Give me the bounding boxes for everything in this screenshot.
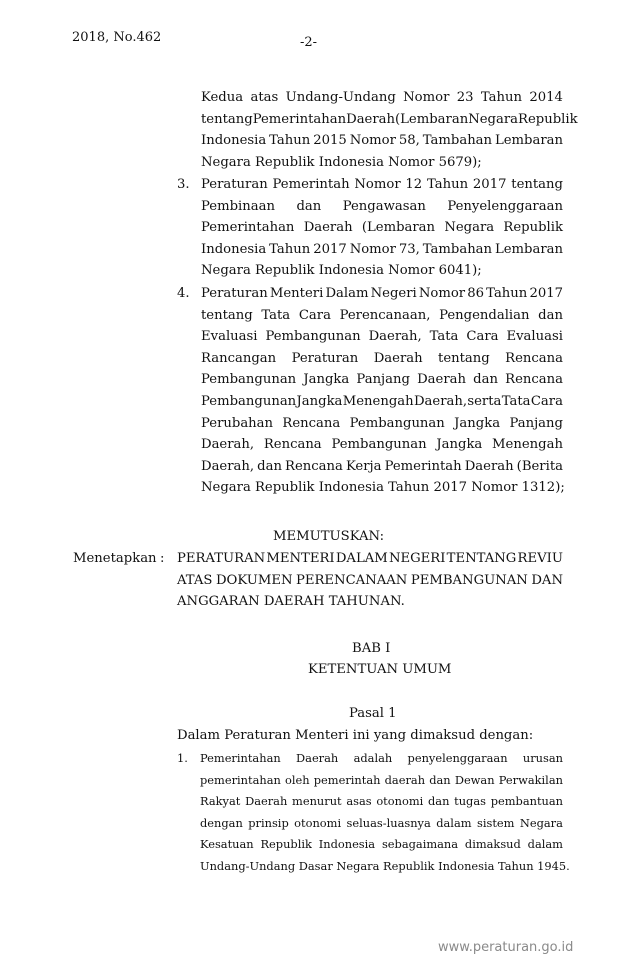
word: Rancangan — [201, 350, 277, 366]
word: Tahun — [427, 177, 469, 192]
word: Daerah — [346, 111, 396, 127]
word: Nomor — [418, 286, 466, 301]
word: Tahun — [269, 133, 311, 149]
word: Daerah, — [413, 394, 468, 409]
text-line — [201, 220, 563, 235]
word: Undang-Undang — [285, 90, 396, 105]
word: Daerah — [373, 350, 423, 366]
word: oleh — [285, 772, 310, 787]
word: Perwakilan — [498, 772, 563, 787]
text-line — [177, 551, 563, 566]
footer-url: www.peraturan.go.id — [438, 940, 574, 955]
word: adalah — [353, 751, 393, 765]
word: Menteri — [269, 286, 324, 301]
word: Daerah — [245, 794, 288, 808]
word: Panjang — [356, 372, 410, 388]
word: 73, — [398, 241, 420, 257]
word: PEMBANGUNAN — [410, 572, 528, 588]
word: pembantuan — [490, 794, 563, 808]
definition-1-number: 1. — [177, 751, 188, 765]
word: Perencanaan, — [339, 307, 431, 323]
word: ATAS — [177, 572, 213, 588]
word: seluas-luasnya — [346, 815, 431, 830]
word: Tahun — [486, 286, 528, 301]
word: Tahun — [480, 90, 522, 105]
word: Peraturan — [201, 177, 268, 192]
word: Panjang — [509, 415, 563, 431]
word: tentang — [201, 111, 253, 127]
word: Tahun — [269, 241, 311, 257]
word: tugas — [454, 794, 486, 808]
word: Peraturan — [291, 350, 359, 366]
word: Nomor — [403, 90, 450, 105]
word: tentang — [438, 350, 490, 366]
text-line — [200, 794, 563, 808]
word: Negara — [468, 111, 519, 127]
word: Republik — [503, 220, 563, 236]
text-line — [201, 177, 563, 192]
text-line — [201, 329, 563, 344]
word: tentang — [201, 307, 253, 323]
word: Republik — [260, 837, 312, 851]
header-left: 2018, No.462 — [72, 30, 162, 45]
word: dan — [473, 372, 498, 388]
text-line — [201, 372, 563, 387]
word: 86 — [467, 286, 485, 301]
word: Jangka — [436, 437, 483, 453]
word: 2015 — [313, 133, 347, 149]
word: Pemerintah — [384, 458, 462, 474]
word: otonomi — [376, 794, 424, 808]
word: Pembangunan — [201, 394, 297, 409]
word: Lembaran — [494, 241, 563, 257]
word: Peraturan — [201, 286, 268, 301]
word: otonomi — [294, 815, 342, 830]
word: Daerah — [417, 372, 467, 388]
word: Kerja — [345, 458, 382, 474]
word: 2017 — [472, 177, 507, 192]
text-line — [201, 111, 578, 127]
word: Daerah, — [368, 329, 422, 345]
text-line: ANGGARAN DAERAH TAHUNAN. — [177, 594, 405, 610]
article-intro: Dalam Peraturan Menteri ini yang dimaksud dengan: — [177, 728, 534, 743]
word: Lembaran — [494, 133, 563, 149]
text-line — [201, 308, 563, 323]
word: Dalam — [325, 286, 369, 301]
word: Menengah — [492, 437, 563, 453]
word: 2017 — [313, 241, 347, 257]
word: Pengawasan — [342, 198, 426, 214]
word: Daerah, — [201, 458, 255, 474]
article-title: Pasal 1 — [349, 706, 397, 721]
word: Rencana — [282, 415, 341, 431]
word: prinsip — [248, 815, 289, 830]
word: Perubahan — [201, 415, 274, 431]
item-4-number: 4. — [177, 286, 190, 301]
word: urusan — [522, 751, 563, 765]
word: 23 — [456, 90, 474, 105]
word: tentang — [511, 177, 563, 192]
word: Pemerintahan — [200, 751, 281, 765]
word: Evaluasi — [201, 329, 258, 345]
word: Rencana — [505, 372, 563, 388]
decision-heading: MEMUTUSKAN: — [273, 529, 385, 544]
text-line — [201, 199, 563, 214]
text-line — [201, 437, 563, 452]
word: Pembangunan — [265, 329, 361, 345]
word: Republik — [518, 111, 578, 127]
word: (Lembaran — [361, 220, 436, 236]
text-line — [201, 351, 563, 366]
word: Tata — [429, 329, 459, 345]
word: DOKUMEN — [215, 572, 293, 588]
text-line: Negara Republik Indonesia Nomor 5679); — [201, 154, 482, 170]
word: Negara — [444, 220, 495, 236]
word: Tambahan — [422, 241, 493, 257]
word: (Lembaran — [395, 111, 469, 127]
text-line — [177, 573, 563, 588]
word: sistem — [476, 815, 515, 830]
word: 2017 — [529, 286, 563, 301]
word: Kedua — [201, 90, 244, 105]
word: Tambahan — [422, 133, 493, 149]
word: atas — [250, 90, 279, 105]
word: penyelenggaraan — [407, 751, 508, 765]
word: REVIU — [517, 551, 563, 566]
word: Menengah — [342, 394, 414, 409]
word: Jangka — [303, 372, 350, 388]
word: Indonesia — [201, 133, 267, 149]
word: Nomor — [349, 241, 396, 257]
word: Pemerintahan — [252, 111, 347, 127]
word: Daerah — [464, 458, 514, 474]
word: TENTANG — [446, 551, 517, 566]
text-line — [201, 133, 563, 148]
text-line — [201, 394, 563, 409]
word: pemerintah — [313, 772, 381, 787]
word: sebagaimana — [381, 837, 459, 851]
word: daerah — [384, 772, 426, 787]
text-line — [200, 773, 563, 787]
text-line — [201, 90, 563, 105]
word: dan — [427, 794, 450, 808]
word: Jangka — [296, 394, 343, 409]
word: Negeri — [370, 286, 417, 301]
text-line — [200, 751, 563, 765]
word: Cara — [298, 307, 331, 323]
word: Rencana — [263, 437, 322, 453]
word: Cara — [466, 329, 499, 345]
word: Daerah — [303, 220, 353, 236]
word: 58, — [398, 133, 420, 149]
word: Nomor — [349, 133, 396, 149]
chapter-number: BAB I — [352, 641, 391, 656]
word: pemerintahan — [200, 772, 281, 787]
word: asas — [346, 794, 372, 808]
word: Negara — [519, 815, 563, 830]
word: dalam — [527, 837, 563, 851]
word: dimaksud — [464, 837, 521, 851]
word: Tata — [261, 307, 291, 323]
text-line: Negara Republik Indonesia Tahun 2017 Nomor 1312); — [201, 480, 565, 496]
text-line — [201, 286, 563, 301]
word: NEGERI — [388, 551, 446, 566]
word: DALAM — [335, 551, 388, 566]
text-line — [201, 242, 563, 257]
word: Rakyat — [200, 794, 241, 808]
word: PERATURAN — [177, 551, 266, 566]
word: Kesatuan — [200, 837, 254, 851]
word: Rencana — [285, 458, 343, 474]
word: Penyelenggaraan — [447, 198, 563, 214]
word: dalam — [436, 815, 472, 830]
word: 2014 — [529, 90, 563, 105]
word: Tata — [501, 394, 531, 409]
word: Pembangunan — [331, 437, 427, 453]
word: menurut — [292, 794, 342, 808]
word: Indonesia — [318, 837, 376, 851]
text-line — [200, 837, 563, 851]
word: Pemerintah — [272, 177, 350, 192]
word: Cara — [530, 394, 563, 409]
word: Pemerintahan — [201, 220, 295, 236]
word: DAN — [531, 572, 563, 588]
text-line: Undang-Undang Dasar Negara Republik Indonesia Tahun 1945. — [200, 858, 570, 873]
word: Nomor — [354, 177, 401, 192]
word: Pengendalian — [439, 307, 530, 323]
word: dengan — [200, 815, 243, 830]
item-3-number: 3. — [177, 177, 190, 192]
word: Dewan — [454, 772, 495, 787]
text-line — [201, 459, 563, 474]
word: serta — [467, 394, 502, 409]
decision-label: Menetapkan — [73, 551, 157, 566]
word: Rencana — [505, 350, 563, 366]
page-number: -2- — [300, 35, 318, 50]
chapter-title: KETENTUAN UMUM — [308, 662, 452, 677]
word: Jangka — [454, 415, 501, 431]
word: (Berita — [516, 458, 563, 474]
word: Pembangunan — [349, 415, 445, 431]
word: Evaluasi — [506, 329, 563, 345]
word: PERENCANAAN — [296, 572, 408, 588]
text-line — [201, 416, 563, 431]
word: Pembangunan — [201, 372, 297, 388]
decision-colon: : — [160, 551, 165, 566]
word: dan — [257, 458, 282, 474]
word: Daerah — [296, 751, 339, 765]
word: 12 — [405, 177, 423, 192]
word: dan — [538, 307, 563, 323]
word: MENTERI — [266, 551, 335, 566]
word: Pembinaan — [201, 198, 275, 214]
text-line — [200, 816, 563, 830]
word: dan — [429, 772, 451, 787]
word: Indonesia — [201, 241, 267, 257]
text-line: Negara Republik Indonesia Nomor 6041); — [201, 263, 482, 279]
word: dan — [296, 198, 322, 214]
word: Daerah, — [201, 437, 255, 453]
